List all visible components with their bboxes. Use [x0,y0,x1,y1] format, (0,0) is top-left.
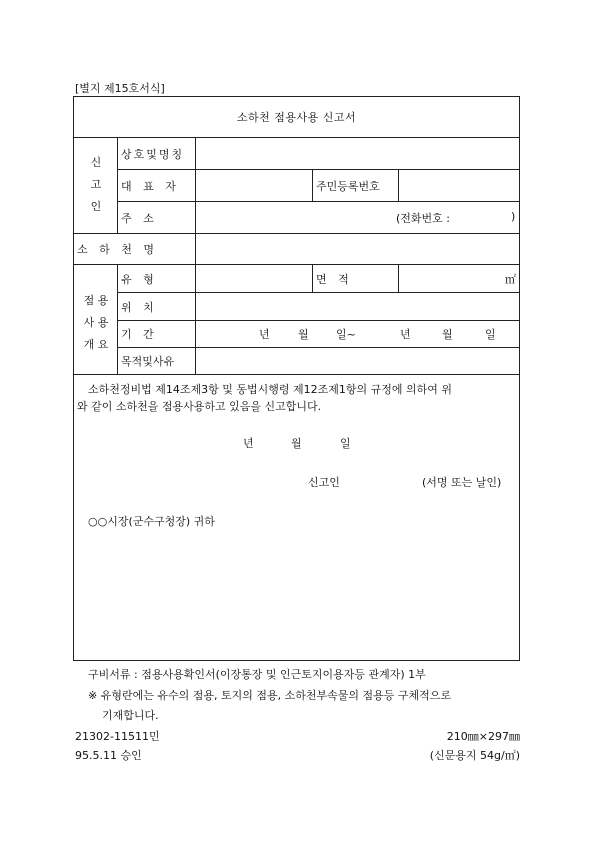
location-field[interactable] [196,293,519,320]
rule [312,264,313,292]
stream-name-label: 소 하 천 명 [77,243,158,256]
date-month: 월 [291,437,302,450]
paper-type: (신문용지 54g/㎡) [429,749,520,762]
addressee: ○○시장(군수구청장) 귀하 [88,515,215,528]
signer-label: 신고인 [308,476,340,489]
rule [73,374,520,375]
period-to-year: 년 [400,328,411,341]
signature-field[interactable] [345,470,415,488]
sign-note: (서명 또는 날인) [422,476,502,489]
purpose-label: 목적및사유 [121,355,175,368]
address-label: 주 소 [121,212,158,225]
rule [117,264,118,374]
rule [312,169,313,201]
applicant-group-text: 신 고 인 [90,156,102,213]
date-year: 년 [243,437,254,450]
representative-field[interactable] [196,170,312,201]
period-label: 기 간 [121,328,158,341]
applicant-group-label [89,152,103,218]
purpose-field[interactable] [196,348,519,374]
period-to-month: 월 [442,328,453,341]
usage-group-label [78,290,114,356]
representative-label: 대 표 자 [121,180,180,193]
resident-number-label: 주민등록번호 [316,180,380,193]
address-field[interactable] [196,202,519,233]
area-label: 면 적 [316,273,353,286]
usage-group-text: 점 용 사 용 개 요 [83,294,109,351]
stream-name-field[interactable] [196,234,519,264]
rule [117,137,118,233]
form-title: 소하천 점용사용 신고서 [236,111,357,124]
instruction-note-2: 기재합니다. [102,709,159,722]
period-from-year: 년 [259,328,270,341]
statement-line-1: 소하천정비법 제14조제3항 및 동법시행령 제12조제1항의 규정에 의하여 위 [88,383,452,396]
phone-close: ) [511,210,516,223]
rule [73,660,520,661]
instruction-note-1: ※ 유형란에는 유수의 점용, 토지의 점용, 소하천부속물의 점용등 구체적으로 [88,689,451,702]
paper-size: 210㎜×297㎜ [446,730,520,743]
location-label: 위 치 [121,301,158,314]
statement-line-2: 와 같이 소하천을 점용사용하고 있음을 신고합니다. [77,400,322,413]
approval-date: 95.5.11 승인 [75,749,142,762]
form-code: 21302-11511민 [75,730,160,743]
form-number: [별지 제15호서식] [75,82,165,95]
area-unit: ㎡ [505,273,516,286]
period-from-day: 일~ [336,328,356,341]
type-field[interactable] [196,265,312,292]
area-field[interactable] [399,265,519,292]
type-label: 유 형 [121,273,158,286]
resident-number-field[interactable] [399,170,519,201]
period-from-month: 월 [298,328,309,341]
company-name-field[interactable] [196,138,519,169]
period-field[interactable] [196,321,519,347]
phone-label: (전화번호 : [396,212,450,225]
attachments-note: 구비서류 : 점용사용확인서(이장통장 및 인근토지이용자등 관계자) 1부 [88,668,426,681]
period-to-day: 일 [485,328,496,341]
company-name-label: 상호및명칭 [121,148,185,161]
date-day: 일 [340,437,351,450]
